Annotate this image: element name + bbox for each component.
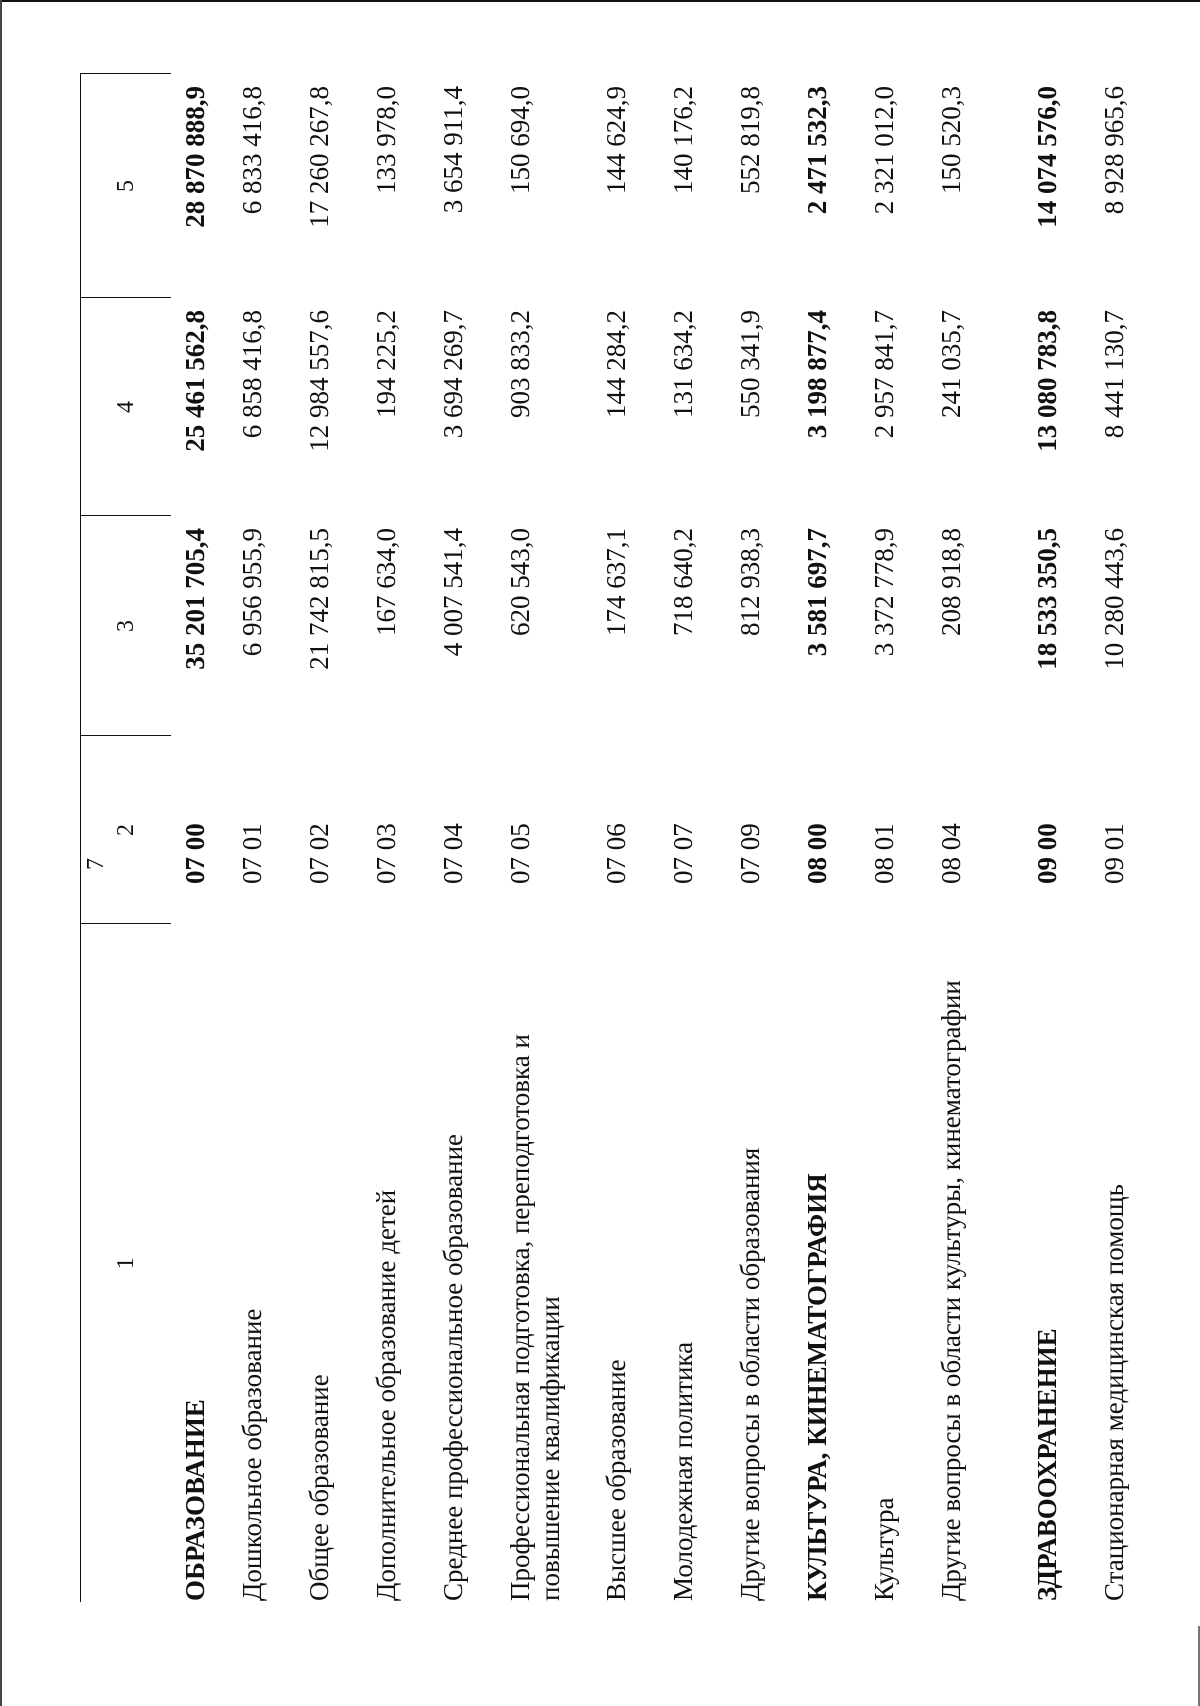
table-row xyxy=(238,74,305,1602)
row-value-col5: 150 694,0 xyxy=(505,86,535,194)
row-value-col5: 133 978,0 xyxy=(371,86,401,194)
table-row xyxy=(506,74,602,1602)
column-header-4: 4 xyxy=(81,298,172,516)
row-name: ЗДРАВООХРАНЕНИЕ xyxy=(1032,1328,1062,1601)
budget-table xyxy=(80,74,1167,1603)
row-value-col5: 2 321 012,0 xyxy=(869,86,899,215)
row-value-col4: 3 694 269,7 xyxy=(438,310,468,439)
row-name: Общее образование xyxy=(304,1374,334,1601)
column-header-1: 1 xyxy=(81,924,172,1602)
row-code: 07 02 xyxy=(304,823,334,884)
row-value-col3: 718 640,2 xyxy=(668,528,698,636)
row-value-col3: 174 637,1 xyxy=(601,528,631,636)
table-row xyxy=(937,74,1033,1602)
row-value-col4: 12 984 557,6 xyxy=(304,310,334,452)
row-name: Другие вопросы в области образования xyxy=(735,1147,765,1601)
row-value-col5: 14 074 576,0 xyxy=(1032,86,1062,228)
row-value-col5: 2 471 532,3 xyxy=(802,86,832,215)
row-value-col4: 25 461 562,8 xyxy=(180,310,210,452)
table-row xyxy=(602,74,669,1602)
row-value-col4: 241 035,7 xyxy=(936,310,966,418)
row-value-col3: 4 007 541,4 xyxy=(438,528,468,657)
row-name: Среднее профессиональное образование xyxy=(438,1133,468,1601)
row-code: 07 00 xyxy=(180,823,210,884)
row-value-col5: 28 870 888,9 xyxy=(180,86,210,228)
page-number: 7 xyxy=(83,858,109,870)
row-value-col5: 140 176,2 xyxy=(668,86,698,194)
row-value-col4: 903 833,2 xyxy=(505,310,535,418)
column-header-5: 5 xyxy=(81,74,172,298)
row-value-col3: 10 280 443,6 xyxy=(1099,528,1129,670)
row-code: 07 06 xyxy=(601,823,631,884)
row-value-col3: 3 581 697,7 xyxy=(802,528,832,657)
row-value-col4: 194 225,2 xyxy=(371,310,401,418)
row-name: Стационарная медицинская помощь xyxy=(1099,1184,1129,1601)
row-name: ОБРАЗОВАНИЕ xyxy=(180,1399,210,1601)
row-value-col3: 21 742 815,5 xyxy=(304,528,334,670)
row-code: 09 01 xyxy=(1099,823,1129,884)
row-code: 07 07 xyxy=(668,823,698,884)
row-name: Другие вопросы в области культуры, кинематографии xyxy=(936,980,966,1601)
row-value-col4: 6 858 416,8 xyxy=(237,310,267,439)
row-name: Дошкольное образование xyxy=(237,1308,267,1601)
row-name: Молодежная политика xyxy=(668,1341,698,1601)
row-name: Дополнительное образование детей xyxy=(371,1189,401,1601)
row-code: 07 05 xyxy=(505,823,535,884)
row-code: 07 01 xyxy=(237,823,267,884)
table-body xyxy=(171,74,1167,1602)
table-row xyxy=(870,74,937,1602)
row-value-col4: 144 284,2 xyxy=(601,310,631,418)
row-name: КУЛЬТУРА, КИНЕМАТОГРАФИЯ xyxy=(802,1173,832,1601)
table-row xyxy=(1033,74,1100,1602)
table-row xyxy=(372,74,439,1602)
row-value-col5: 144 624,9 xyxy=(601,86,631,194)
row-value-col3: 18 533 350,5 xyxy=(1032,528,1062,670)
row-value-col3: 167 634,0 xyxy=(371,528,401,636)
row-name: Профессиональная подготовка, переподготовка и повышение квалификации xyxy=(505,1034,565,1601)
row-value-col5: 150 520,3 xyxy=(936,86,966,194)
table-row xyxy=(803,74,870,1602)
row-value-col3: 3 372 778,9 xyxy=(869,528,899,657)
column-header-2: 2 xyxy=(81,736,172,924)
row-value-col3: 812 938,3 xyxy=(735,528,765,636)
table-row xyxy=(171,74,238,1602)
row-name: Культура xyxy=(869,1497,899,1601)
row-value-col5: 8 928 965,6 xyxy=(1099,86,1129,215)
row-code: 07 09 xyxy=(735,823,765,884)
row-value-col3: 208 918,8 xyxy=(936,528,966,636)
row-value-col4: 3 198 877,4 xyxy=(802,310,832,439)
table-row xyxy=(669,74,736,1602)
table-header-row xyxy=(81,74,172,1602)
row-value-col3: 35 201 705,4 xyxy=(180,528,210,670)
row-value-col5: 6 833 416,8 xyxy=(237,86,267,215)
row-code: 07 03 xyxy=(371,823,401,884)
row-code: 09 00 xyxy=(1032,823,1062,884)
column-header-3: 3 xyxy=(81,516,172,736)
table-row xyxy=(736,74,803,1602)
row-value-col5: 3 654 911,4 xyxy=(438,86,468,214)
row-code: 08 00 xyxy=(802,823,832,884)
row-name: Высшее образование xyxy=(601,1359,631,1601)
table-row xyxy=(439,74,506,1602)
row-code: 08 04 xyxy=(936,823,966,884)
row-code: 08 01 xyxy=(869,823,899,884)
row-value-col3: 6 956 955,9 xyxy=(237,528,267,657)
row-value-col4: 131 634,2 xyxy=(668,310,698,418)
row-value-col4: 8 441 130,7 xyxy=(1099,310,1129,439)
row-value-col4: 13 080 783,8 xyxy=(1032,310,1062,452)
row-value-col5: 17 260 267,8 xyxy=(304,86,334,228)
table-row xyxy=(305,74,372,1602)
row-value-col3: 620 543,0 xyxy=(505,528,535,636)
row-code: 07 04 xyxy=(438,823,468,884)
table-row xyxy=(1100,74,1167,1602)
row-value-col4: 550 341,9 xyxy=(735,310,765,418)
row-value-col5: 552 819,8 xyxy=(735,86,765,194)
row-value-col4: 2 957 841,7 xyxy=(869,310,899,439)
